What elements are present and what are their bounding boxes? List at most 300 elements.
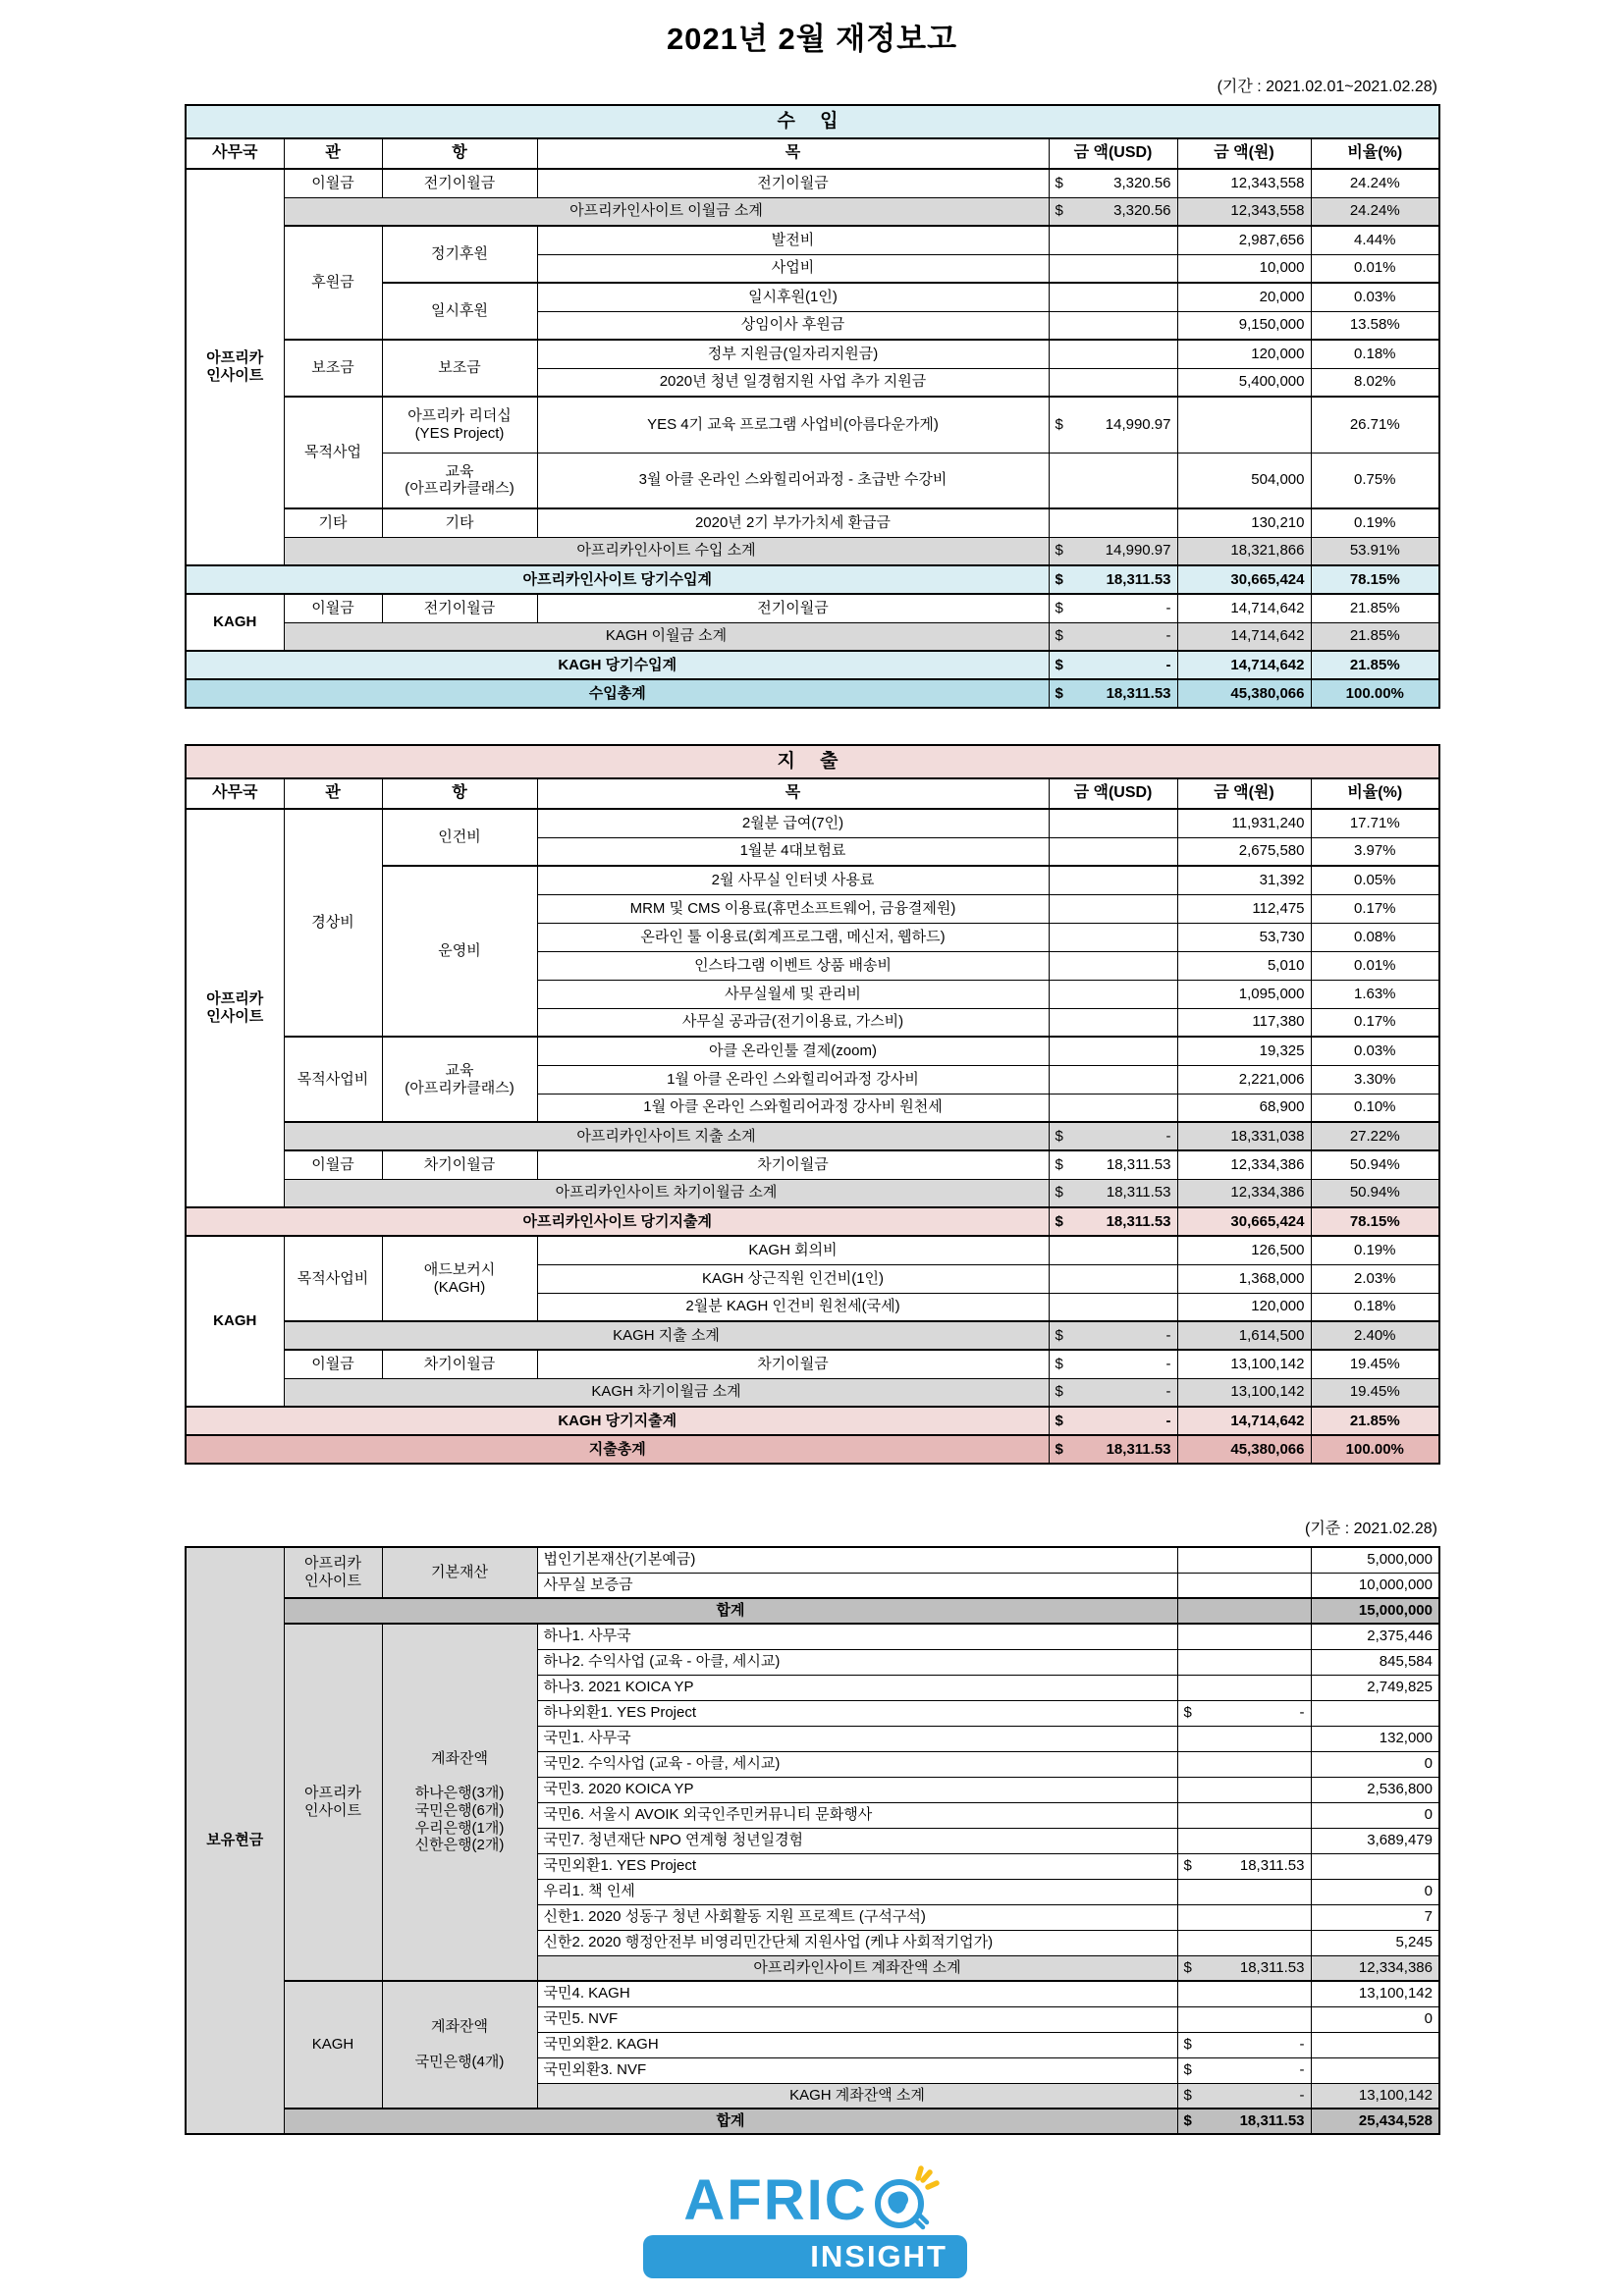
usd-amount: $ 18,311.53 — [1183, 1857, 1305, 1875]
cell: KAGH 당기수입계 — [186, 651, 1049, 679]
section-title: 지 출 — [186, 745, 1439, 778]
table-row — [186, 1981, 1439, 2006]
cell: 이월금 — [284, 1150, 382, 1179]
cell: 일시후원(1인) — [537, 283, 1049, 311]
table-row — [186, 169, 1439, 197]
cell: 0 — [1311, 1879, 1439, 1904]
cell — [1177, 397, 1311, 453]
cell: 2,749,825 — [1311, 1675, 1439, 1700]
cell: 경상비 — [284, 809, 382, 1037]
cell: 1월 아클 온라인 스와힐리어과정 강사비 — [537, 1065, 1049, 1094]
usd-amount: $ - — [1055, 1412, 1171, 1429]
cell — [1049, 1378, 1177, 1407]
cell: 아프리카인사이트 수입 소계 — [284, 537, 1049, 565]
cell — [1177, 1598, 1311, 1624]
cell — [1049, 866, 1177, 894]
cell: 계좌잔액 하나은행(3개) 국민은행(6개) 우리은행(1개) 신한은행(2개) — [382, 1624, 537, 1981]
table-row — [186, 197, 1439, 226]
cell: 교육 (아프리카클래스) — [382, 453, 537, 508]
holdings-table — [185, 1546, 1439, 2135]
cell: 기타 — [284, 508, 382, 537]
cell: 13,100,142 — [1311, 2083, 1439, 2109]
cell: 11,931,240 — [1177, 809, 1311, 837]
column-header: 사무국 — [186, 778, 284, 809]
income-table — [185, 104, 1439, 709]
cell: 2.40% — [1311, 1321, 1439, 1350]
cell: 24.24% — [1311, 169, 1439, 197]
cell — [1049, 1094, 1177, 1122]
cell: 아프리카인사이트 당기지출계 — [186, 1207, 1049, 1236]
cell: 아프리카 리더십 (YES Project) — [382, 397, 537, 453]
cell — [1049, 951, 1177, 980]
cell: 0.03% — [1311, 283, 1439, 311]
cell: 0 — [1311, 1751, 1439, 1777]
cell: 12,334,386 — [1177, 1179, 1311, 1207]
cell — [1049, 283, 1177, 311]
cell — [1049, 809, 1177, 837]
cell: 2,987,656 — [1177, 226, 1311, 254]
cell — [1177, 1853, 1311, 1879]
cell: 130,210 — [1177, 508, 1311, 537]
cell: 기타 — [382, 508, 537, 537]
usd-amount: $ 18,311.53 — [1055, 1155, 1171, 1173]
cell: 운영비 — [382, 866, 537, 1037]
usd-amount: $ - — [1055, 1383, 1171, 1401]
cell: 504,000 — [1177, 453, 1311, 508]
usd-amount: $ 18,311.53 — [1055, 570, 1171, 588]
cell: 정부 지원금(일자리지원금) — [537, 340, 1049, 368]
cell: 국민1. 사무국 — [537, 1726, 1177, 1751]
cell: 국민외환2. KAGH — [537, 2032, 1177, 2057]
cell: 12,343,558 — [1177, 197, 1311, 226]
page-title: 2021년 2월 재정보고 — [666, 22, 958, 56]
table-row — [186, 565, 1439, 594]
cell — [1177, 2109, 1311, 2134]
cell: 전기이월금 — [382, 169, 537, 197]
cell: 0 — [1311, 1802, 1439, 1828]
cell: 53.91% — [1311, 537, 1439, 565]
cell: 사무실월세 및 관리비 — [537, 980, 1049, 1008]
cell: 후원금 — [284, 226, 382, 340]
cell — [1177, 1879, 1311, 1904]
cell: 0.19% — [1311, 1236, 1439, 1264]
usd-amount: $ 18,311.53 — [1055, 684, 1171, 702]
cell — [1177, 1573, 1311, 1598]
cell: 0.08% — [1311, 923, 1439, 951]
cell: 2.03% — [1311, 1264, 1439, 1293]
cell: 2,375,446 — [1311, 1624, 1439, 1649]
cell: 인건비 — [382, 809, 537, 866]
table-row — [186, 1321, 1439, 1350]
cell — [1049, 1037, 1177, 1065]
cell: YES 4기 교육 프로그램 사업비(아름다운가게) — [537, 397, 1049, 453]
africa-insight-logo — [635, 2168, 989, 2278]
cell: 4.44% — [1311, 226, 1439, 254]
cell: 19.45% — [1311, 1350, 1439, 1378]
spacer — [185, 709, 1439, 744]
cell: 18,331,038 — [1177, 1122, 1311, 1150]
cell: 차기이월금 — [382, 1350, 537, 1378]
section-header-row — [186, 105, 1439, 138]
cell: 45,380,066 — [1177, 1435, 1311, 1464]
cell: 2,675,580 — [1177, 837, 1311, 866]
cell — [1049, 1264, 1177, 1293]
cell: 100.00% — [1311, 679, 1439, 708]
cell: 126,500 — [1177, 1236, 1311, 1264]
usd-amount: $ 18,311.53 — [1183, 1958, 1305, 1976]
cell: KAGH — [186, 1236, 284, 1407]
cell: 13.58% — [1311, 311, 1439, 340]
cell — [1049, 508, 1177, 537]
cell: 31,392 — [1177, 866, 1311, 894]
cell: 78.15% — [1311, 1207, 1439, 1236]
cell: 보조금 — [284, 340, 382, 397]
cell: 8.02% — [1311, 368, 1439, 397]
cell: 45,380,066 — [1177, 679, 1311, 708]
cell: 20,000 — [1177, 283, 1311, 311]
cell — [1177, 2057, 1311, 2083]
usd-amount: $ - — [1055, 599, 1171, 616]
cell: 1.63% — [1311, 980, 1439, 1008]
cell — [1049, 837, 1177, 866]
cell: 27.22% — [1311, 1122, 1439, 1150]
cell: 17.71% — [1311, 809, 1439, 837]
usd-amount: $ 18,311.53 — [1055, 1212, 1171, 1230]
cell: 78.15% — [1311, 565, 1439, 594]
cell: 0.03% — [1311, 1037, 1439, 1065]
cell: 국민외환3. NVF — [537, 2057, 1177, 2083]
table-row — [186, 226, 1439, 254]
cell: 2월 사무실 인터넷 사용료 — [537, 866, 1049, 894]
cell: 1,368,000 — [1177, 1264, 1311, 1293]
cell: 19.45% — [1311, 1378, 1439, 1407]
table-row — [186, 1207, 1439, 1236]
cell: 애드보커시 (KAGH) — [382, 1236, 537, 1321]
usd-amount: $ 3,320.56 — [1055, 202, 1171, 220]
cell: 7 — [1311, 1904, 1439, 1930]
cell: 국민3. 2020 KOICA YP — [537, 1777, 1177, 1802]
column-header: 관 — [284, 138, 382, 169]
section-title: 수 입 — [186, 105, 1439, 138]
usd-amount: $ 3,320.56 — [1055, 174, 1171, 191]
cell: 50.94% — [1311, 1179, 1439, 1207]
cell: 전기이월금 — [537, 594, 1049, 622]
cell: 12,334,386 — [1177, 1150, 1311, 1179]
cell: 2월분 급여(7인) — [537, 809, 1049, 837]
cell: 112,475 — [1177, 894, 1311, 923]
cell: 아프리카인사이트 차기이월금 소계 — [284, 1179, 1049, 1207]
table-row — [186, 1236, 1439, 1264]
cell: 기본재산 — [382, 1547, 537, 1598]
cell: 이월금 — [284, 169, 382, 197]
column-header-row — [186, 778, 1439, 809]
table-row — [186, 1598, 1439, 1624]
cell: 5,000,000 — [1311, 1547, 1439, 1573]
cell: KAGH — [284, 1981, 382, 2109]
cell: KAGH 이월금 소계 — [284, 622, 1049, 651]
column-header: 목 — [537, 778, 1049, 809]
insight-text: INSIGHT — [810, 2239, 947, 2273]
cell: 국민외환1. YES Project — [537, 1853, 1177, 1879]
cell: 1월분 4대보험료 — [537, 837, 1049, 866]
cell: 하나2. 수익사업 (교육 - 아클, 세시교) — [537, 1649, 1177, 1675]
cell: 아프리카 인사이트 — [284, 1547, 382, 1598]
table-row — [186, 1122, 1439, 1150]
cell: 2,221,006 — [1177, 1065, 1311, 1094]
cell: 신한1. 2020 성동구 청년 사회활동 지원 프로젝트 (구석구석) — [537, 1904, 1177, 1930]
cell: 19,325 — [1177, 1037, 1311, 1065]
cell — [1311, 2057, 1439, 2083]
cell: 68,900 — [1177, 1094, 1311, 1122]
table-row — [186, 679, 1439, 708]
cell — [1049, 651, 1177, 679]
cell: 목적사업비 — [284, 1037, 382, 1122]
cell — [1049, 169, 1177, 197]
cell — [1049, 1179, 1177, 1207]
cell: 지출총계 — [186, 1435, 1049, 1464]
asof-note: (기준 : 2021.02.28) — [1305, 1521, 1437, 1537]
cell — [1177, 1828, 1311, 1853]
cell: 아프리카인사이트 이월금 소계 — [284, 197, 1049, 226]
cell: 14,714,642 — [1177, 622, 1311, 651]
table-row — [186, 537, 1439, 565]
cell — [1049, 622, 1177, 651]
cell — [1049, 980, 1177, 1008]
usd-amount: $ - — [1183, 2086, 1305, 2104]
cell: 2월분 KAGH 인건비 원천세(국세) — [537, 1293, 1049, 1321]
cell: 132,000 — [1311, 1726, 1439, 1751]
table-row — [186, 651, 1439, 679]
cell — [1177, 2032, 1311, 2057]
usd-amount: $ 18,311.53 — [1055, 1440, 1171, 1458]
cell — [1177, 1675, 1311, 1700]
cell: KAGH 회의비 — [537, 1236, 1049, 1264]
section-header-row — [186, 745, 1439, 778]
cell: 9,150,000 — [1177, 311, 1311, 340]
cell: 하나외환1. YES Project — [537, 1700, 1177, 1726]
cell: 0.75% — [1311, 453, 1439, 508]
usd-amount: $ - — [1183, 1704, 1305, 1722]
usd-amount: $ - — [1183, 2061, 1305, 2079]
cell: 법인기본재산(기본예금) — [537, 1547, 1177, 1573]
cell: 국민7. 청년재단 NPO 연계형 청년일경험 — [537, 1828, 1177, 1853]
cell: 50.94% — [1311, 1150, 1439, 1179]
cell: 3,689,479 — [1311, 1828, 1439, 1853]
cell: 120,000 — [1177, 1293, 1311, 1321]
lightbulb-africa-icon — [870, 2161, 941, 2233]
table-row — [186, 1150, 1439, 1179]
cell: 13,100,142 — [1311, 1981, 1439, 2006]
report-page — [185, 0, 1439, 2278]
cell — [1049, 311, 1177, 340]
cell: 온라인 툴 이용료(회계프로그램, 메신저, 웹하드) — [537, 923, 1049, 951]
cell: 0.18% — [1311, 1293, 1439, 1321]
cell: 차기이월금 — [382, 1150, 537, 1179]
cell: 사무실 공과금(전기이용료, 가스비) — [537, 1008, 1049, 1037]
cell: 0.18% — [1311, 340, 1439, 368]
cell: 1월 아클 온라인 스와힐리어과정 강사비 원천세 — [537, 1094, 1049, 1122]
cell: 합계 — [284, 2109, 1177, 2134]
usd-amount: $ - — [1055, 627, 1171, 645]
cell: 아클 온라인툴 결제(zoom) — [537, 1037, 1049, 1065]
cell — [1049, 1350, 1177, 1378]
column-header-row — [186, 138, 1439, 169]
cell: 0.10% — [1311, 1094, 1439, 1122]
table-row — [186, 508, 1439, 537]
cell: 25,434,528 — [1311, 2109, 1439, 2134]
cell — [1049, 1236, 1177, 1264]
cell — [1177, 1700, 1311, 1726]
cell: 1,095,000 — [1177, 980, 1311, 1008]
cell — [1049, 1122, 1177, 1150]
cell: 목적사업 — [284, 397, 382, 508]
period-note: (기간 : 2021.02.01~2021.02.28) — [1217, 79, 1437, 95]
cell: 0.17% — [1311, 894, 1439, 923]
usd-amount: $ - — [1055, 1127, 1171, 1145]
cell: 21.85% — [1311, 651, 1439, 679]
cell — [1177, 1547, 1311, 1573]
cell: 3월 아클 온라인 스와힐리어과정 - 초급반 수강비 — [537, 453, 1049, 508]
cell — [1049, 197, 1177, 226]
cell — [1177, 2006, 1311, 2032]
cell — [1311, 1700, 1439, 1726]
cell: 100.00% — [1311, 1435, 1439, 1464]
cell: 2020년 청년 일경험지원 사업 추가 지원금 — [537, 368, 1049, 397]
cell: 차기이월금 — [537, 1150, 1049, 1179]
column-header: 항 — [382, 778, 537, 809]
cell: 5,400,000 — [1177, 368, 1311, 397]
cell — [1177, 1777, 1311, 1802]
cell: 120,000 — [1177, 340, 1311, 368]
cell: 13,100,142 — [1177, 1378, 1311, 1407]
africa-wordmark — [635, 2168, 989, 2233]
cell: 우리1. 책 인세 — [537, 1879, 1177, 1904]
cell: 이월금 — [284, 1350, 382, 1378]
cell: 3.30% — [1311, 1065, 1439, 1094]
column-header: 항 — [382, 138, 537, 169]
cell — [1049, 594, 1177, 622]
cell — [1177, 1649, 1311, 1675]
cell: 30,665,424 — [1177, 1207, 1311, 1236]
usd-amount: $ 18,311.53 — [1183, 2112, 1305, 2130]
cell — [1049, 254, 1177, 283]
insight-bar — [643, 2235, 967, 2278]
usd-amount: $ 14,990.97 — [1055, 542, 1171, 560]
column-header: 금 액(원) — [1177, 778, 1311, 809]
table-row — [186, 1624, 1439, 1649]
cell: 53,730 — [1177, 923, 1311, 951]
expense-table — [185, 744, 1440, 1465]
cell — [1049, 894, 1177, 923]
cell: 보조금 — [382, 340, 537, 397]
cell — [1049, 1065, 1177, 1094]
usd-amount: $ - — [1055, 1326, 1171, 1344]
cell — [1049, 679, 1177, 708]
cell: 목적사업비 — [284, 1236, 382, 1321]
cell: 아프리카인사이트 당기수입계 — [186, 565, 1049, 594]
table-row — [186, 594, 1439, 622]
cell: 12,343,558 — [1177, 169, 1311, 197]
cell — [1177, 1904, 1311, 1930]
cell: 0.01% — [1311, 254, 1439, 283]
usd-amount: $ 14,990.97 — [1055, 415, 1171, 433]
table-row — [186, 397, 1439, 453]
cell: KAGH 상근직원 인건비(1인) — [537, 1264, 1049, 1293]
cell: 0.05% — [1311, 866, 1439, 894]
cell: 21.85% — [1311, 594, 1439, 622]
cell — [1049, 397, 1177, 453]
cell — [1049, 1293, 1177, 1321]
cell — [1177, 1726, 1311, 1751]
usd-amount: $ - — [1055, 1355, 1171, 1372]
cell: 국민2. 수익사업 (교육 - 아클, 세시교) — [537, 1751, 1177, 1777]
table-row — [186, 622, 1439, 651]
cell: 3.97% — [1311, 837, 1439, 866]
column-header: 비율(%) — [1311, 778, 1439, 809]
cell: 2,536,800 — [1311, 1777, 1439, 1802]
cell: 차기이월금 — [537, 1350, 1049, 1378]
column-header: 금 액(USD) — [1049, 778, 1177, 809]
cell: 상임이사 후원금 — [537, 311, 1049, 340]
cell: 5,010 — [1177, 951, 1311, 980]
cell — [1311, 2032, 1439, 2057]
column-header: 목 — [537, 138, 1049, 169]
cell: 합계 — [284, 1598, 1177, 1624]
cell — [1049, 368, 1177, 397]
cell: 5,245 — [1311, 1930, 1439, 1955]
cell: 26.71% — [1311, 397, 1439, 453]
cell: 사업비 — [537, 254, 1049, 283]
cell — [1049, 1407, 1177, 1435]
cell — [1177, 1802, 1311, 1828]
cell: KAGH 지출 소계 — [284, 1321, 1049, 1350]
cell — [1177, 1751, 1311, 1777]
table-row — [186, 1407, 1439, 1435]
cell: 아프리카 인사이트 — [186, 809, 284, 1207]
usd-amount: $ - — [1183, 2036, 1305, 2054]
cell — [1049, 340, 1177, 368]
cell: 아프리카 인사이트 — [186, 169, 284, 565]
cell — [1177, 2083, 1311, 2109]
cell: KAGH 당기지출계 — [186, 1407, 1049, 1435]
cell: 845,584 — [1311, 1649, 1439, 1675]
cell: 국민4. KAGH — [537, 1981, 1177, 2006]
cell: 전기이월금 — [382, 594, 537, 622]
cell — [1049, 565, 1177, 594]
table-row — [186, 1350, 1439, 1378]
cell — [1049, 1435, 1177, 1464]
cell: 0.17% — [1311, 1008, 1439, 1037]
cell: 교육 (아프리카클래스) — [382, 1037, 537, 1122]
cell: 이월금 — [284, 594, 382, 622]
cell: 14,714,642 — [1177, 651, 1311, 679]
column-header: 사무국 — [186, 138, 284, 169]
cell: 14,714,642 — [1177, 594, 1311, 622]
cell: 12,334,386 — [1311, 1955, 1439, 1981]
cell — [1049, 1150, 1177, 1179]
cell — [1049, 1321, 1177, 1350]
table-row — [186, 1435, 1439, 1464]
column-header: 관 — [284, 778, 382, 809]
cell: 10,000 — [1177, 254, 1311, 283]
cell: 계좌잔액 국민은행(4개) — [382, 1981, 537, 2109]
africa-text: AFRIC — [683, 2168, 868, 2232]
cell: 1,614,500 — [1177, 1321, 1311, 1350]
cell: 국민6. 서울시 AVOIK 외국인주민커뮤니티 문화행사 — [537, 1802, 1177, 1828]
table-row — [186, 809, 1439, 837]
cell: 10,000,000 — [1311, 1573, 1439, 1598]
table-row — [186, 1378, 1439, 1407]
